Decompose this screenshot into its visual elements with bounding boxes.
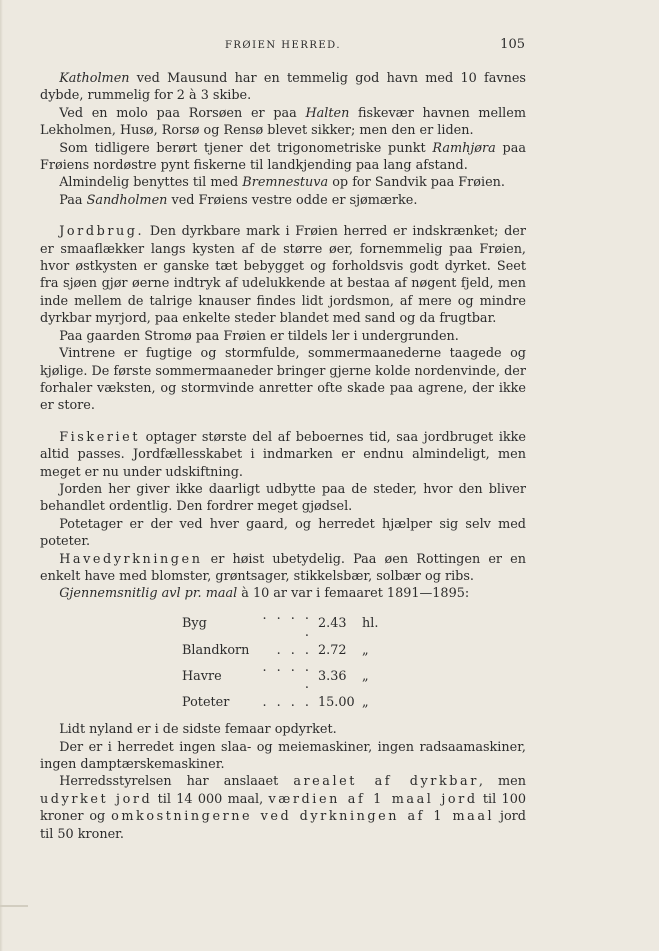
place-name: Sandholmen xyxy=(86,192,168,208)
paragraph-text: Som tidligere berørt tjener det trigonometriske punkt xyxy=(59,140,433,156)
crop-name: Blandkorn xyxy=(182,642,250,658)
crop-name: Poteter xyxy=(182,694,230,710)
italic-phrase: Gjennemsnitlig avl pr. maal xyxy=(59,586,238,602)
spaced-phrase: arealet af dyrkbar xyxy=(293,774,479,790)
yield-row xyxy=(182,694,392,711)
paragraph-potetager: Potetager er der ved hver gaard, og herredet hjælper sig selv med poteter. xyxy=(40,516,526,550)
paragraph-jordbrug xyxy=(40,223,526,327)
paragraph-text: ved Mausund har en temmelig god havn med 10 favnes dybde, rummelig for 2 à 3 skibe. xyxy=(40,71,526,104)
yield-value: 2.43 xyxy=(318,616,347,632)
paragraph-text: til 100 kroner og xyxy=(40,791,526,825)
paragraph-climate: Vintrene er fugtige og stormfulde, sommermaanederne taagede og kjølige. De første sommermaaneder bringer gjerne kolde nordenvinde, der forhaler væksten, og stormvinde anretter ofte skade paa agrene, der ikke er store. xyxy=(40,346,526,414)
yield-value: 2.72 xyxy=(318,642,347,658)
paragraph-sandholmen xyxy=(40,192,526,209)
place-name: Katholmen xyxy=(59,71,130,86)
yield-unit: „ xyxy=(362,668,369,684)
section-heading: Fiskeriet xyxy=(59,429,141,445)
paragraph-ramhjora xyxy=(40,140,526,175)
section-heading: Havedyrkningen xyxy=(59,551,203,567)
crop-name: Havre xyxy=(182,668,222,684)
yield-row xyxy=(182,607,392,642)
paragraph-havedyrkning xyxy=(40,551,526,586)
leader-dots: . . . . . xyxy=(262,607,312,641)
page-edge-shadow xyxy=(0,0,3,951)
paragraph-text: Den dyrkbare mark i Frøien herred er indskrænket; der er smaaflækker langs kysten af de større øer, fornemmelig paa Frøien, hvor østkysten er ganske tæt bebygget og forholdsvis godt dyrket. Seet fra sjøen gjør øerne indtryk af udelukkende at bestaa af nøgent fjeld, men inde mellem de talrige knauser findes lidt jordsmon, af mere og mindre dyrkbar myrjord, paa enkelte steder blandet med sand og da frugtbar. xyxy=(40,224,526,327)
paragraph-text: op for Sandvik paa Frøien. xyxy=(328,175,505,191)
paragraph-text: til 14 000 maal, xyxy=(152,791,269,807)
page-crease-mark xyxy=(0,905,28,907)
paragraph-text: er høist ubetydelig. Paa øen Rottingen er en enkelt have med blomster, grøntsager, stikkelsbær, solbær og ribs. xyxy=(40,551,526,584)
paragraph-text: Ved en molo paa Rorsøen er paa xyxy=(59,105,306,121)
paragraph-bremnestuva xyxy=(40,174,526,191)
section-heading: Jordbrug. xyxy=(59,224,145,240)
page-number: 105 xyxy=(500,37,525,52)
paragraph-text: paa Frøiens nordøstre pynt fiskerne til landkjending paa lang afstand. xyxy=(40,140,526,174)
paragraph-stromo: Paa gaarden Stromø paa Frøien er tildels ler i undergrunden. xyxy=(59,328,459,344)
paragraph-katholmen xyxy=(40,70,526,105)
section-gap xyxy=(40,415,526,429)
body-text xyxy=(40,70,526,843)
paragraph-text: Herredsstyrelsen har anslaaet xyxy=(59,774,294,790)
yield-table-body xyxy=(182,607,392,711)
paragraph-text: fiskevær havnen mellem Lekholmen, Husø, Rorsø og Rensø blevet sikker; men den er liden. xyxy=(40,105,526,139)
paragraph-herredsstyrelsen xyxy=(40,773,526,843)
yield-unit: „ xyxy=(362,642,369,658)
spaced-phrase: udyrket jord xyxy=(40,791,153,807)
yield-value: 15.00 xyxy=(318,694,355,710)
leader-dots: . . . xyxy=(276,642,312,658)
paragraph-nyland: Lidt nyland er i de sidste femaar opdyrket. xyxy=(59,722,337,738)
place-name: Bremnestuva xyxy=(242,175,329,191)
paragraph-jorden: Jorden her giver ikke daarligt udbytte paa de steder, hvor den bliver behandlet ordentlig. Den fordrer meget gjødsel. xyxy=(40,481,526,515)
leader-dots: . . . . xyxy=(262,694,312,710)
paragraph-text: à 10 ar var i femaaret 1891—1895: xyxy=(237,586,470,602)
paragraph-text: , men xyxy=(478,774,526,790)
running-head: FRØIEN HERRED. xyxy=(224,40,342,51)
yield-row xyxy=(182,642,392,659)
paragraph-halten xyxy=(40,105,526,140)
yield-row xyxy=(182,659,392,694)
paragraph-text: Paa xyxy=(59,192,87,208)
yield-table xyxy=(182,607,392,711)
yield-value: 3.36 xyxy=(318,668,347,684)
paragraph-average-yield xyxy=(40,585,526,602)
paragraph-maskiner: Der er i herredet ingen slaa- og meiemaskiner, ingen radsaamaskiner, ingen damptærskemaskiner. xyxy=(40,739,526,773)
paragraph-text: optager største del af beboernes tid, saa jordbruget ikke altid passes. Jordfællesskabet i indmarken er endnu almindeligt, men meget er nu under udskiftning. xyxy=(40,429,526,480)
place-name: Halten xyxy=(305,105,350,121)
place-name: Ramhjøra xyxy=(432,140,496,156)
spaced-phrase: omkostningerne ved dyrkningen af 1 maal xyxy=(111,809,495,825)
yield-unit: „ xyxy=(362,694,369,710)
paragraph-fiskeriet xyxy=(40,429,526,481)
yield-unit: hl. xyxy=(362,616,379,632)
paragraph-text: ved Frøiens vestre odde er sjømærke. xyxy=(167,192,418,208)
spaced-phrase: værdien af 1 maal jord xyxy=(268,791,478,807)
paragraph-text: jord til 50 kroner. xyxy=(40,809,526,842)
crop-name: Byg xyxy=(182,616,207,632)
paragraph-text: Almindelig benyttes til med xyxy=(59,175,243,191)
section-gap xyxy=(40,209,526,223)
leader-dots: . . . . . xyxy=(262,660,312,693)
